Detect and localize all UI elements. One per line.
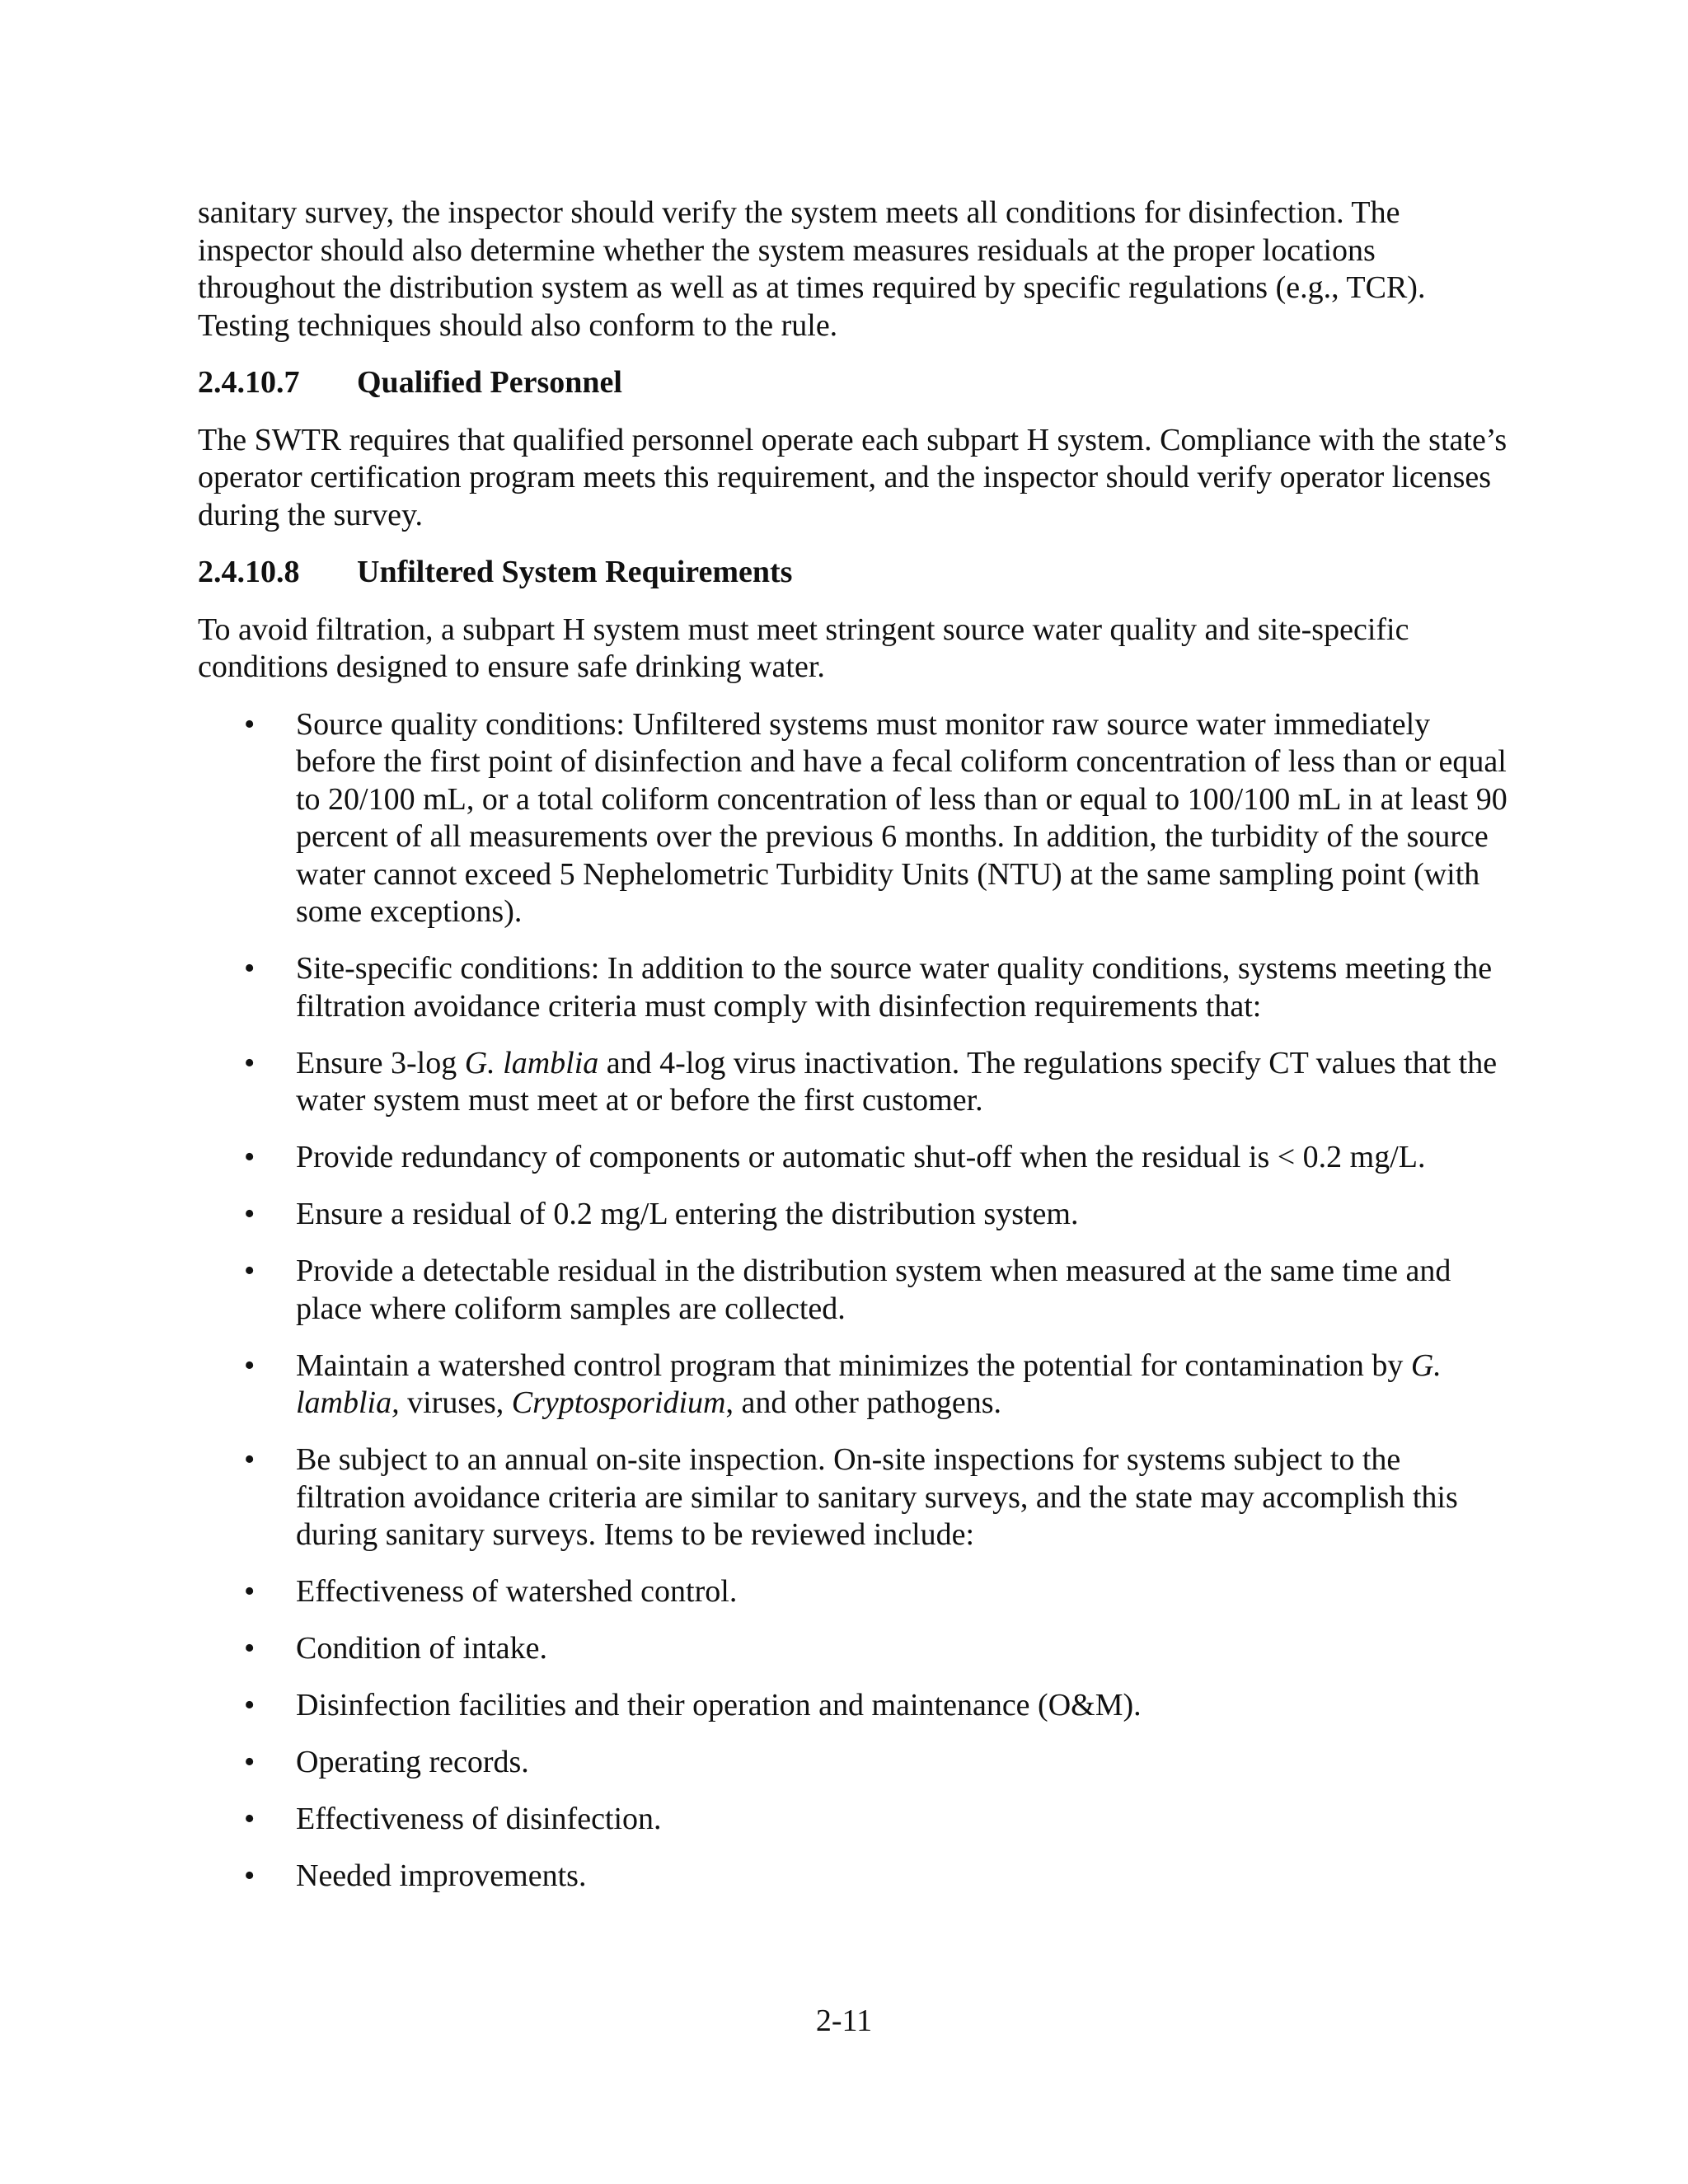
bullet-icon: •: [244, 1858, 256, 1893]
requirements-list: [198, 706, 1517, 1896]
section-heading-qualified-personnel: [198, 364, 1517, 402]
list-item: [198, 1253, 1517, 1328]
list-item-text: Needed improvements.: [296, 1858, 587, 1893]
unfiltered-requirements-paragraph: To avoid filtration, a subpart H system must meet stringent source water quality and site-specific conditions designed to ensure safe drinking water.: [198, 612, 1409, 684]
list-item: [198, 950, 1517, 1025]
list-item: [198, 1045, 1517, 1120]
section-heading-unfiltered-requirements: [198, 554, 1517, 592]
list-item: [198, 1573, 1517, 1611]
list-item-text: Be subject to an annual on-site inspection. On-site inspections for systems subject to the filtration avoidance criteria are similar to sanitary surveys, and the state may accomplish this during sanitary surveys. Items to be reviewed include:: [296, 1442, 1458, 1552]
list-item-text: Provide a detectable residual in the distribution system when measured at the same time and place where coliform samples are collected.: [296, 1254, 1451, 1326]
list-item: [198, 1347, 1517, 1422]
species-name: G. lamblia: [464, 1045, 599, 1080]
list-item-text: Operating records.: [296, 1745, 529, 1779]
list-item-text: Site-specific conditions: In addition to the source water quality conditions, systems meeting the filtration avoidance criteria must comply with disinfection requirements that:: [296, 951, 1493, 1024]
section-title: Unfiltered System Requirements: [357, 555, 793, 589]
list-item: [198, 1687, 1517, 1725]
list-item: [198, 1858, 1517, 1896]
species-name: G. lamblia,: [296, 1347, 1442, 1420]
bullet-icon: •: [244, 1254, 256, 1288]
list-item-text: Ensure a residual of 0.2 mg/L entering the distribution system.: [296, 1197, 1079, 1231]
document-page: [198, 194, 1517, 1915]
pathogen-name: Cryptosporidium: [511, 1385, 726, 1420]
list-item-text: Effectiveness of disinfection.: [296, 1802, 662, 1836]
list-item-text: Ensure 3-log G. lamblia and 4-log virus inactivation. The regulations specify CT values that the water system must meet at or before the first customer.: [296, 1045, 1498, 1118]
section-title: Qualified Personnel: [357, 365, 622, 400]
bullet-icon: •: [244, 1574, 256, 1609]
bullet-icon: •: [244, 706, 256, 742]
list-item-text: Condition of intake.: [296, 1631, 548, 1666]
list-item: [198, 706, 1517, 931]
qualified-personnel-paragraph: The SWTR requires that qualified personnel operate each subpart H system. Compliance with the state’s operator certification program meets this requirement, and the inspector should verify operator licenses during the survey.: [198, 422, 1507, 532]
bullet-icon: •: [244, 1688, 256, 1722]
bullet-icon: •: [244, 1745, 256, 1779]
list-item-text: Effectiveness of watershed control.: [296, 1574, 738, 1609]
list-item-text: Disinfection facilities and their operation and maintenance (O&M).: [296, 1688, 1142, 1722]
list-item: [198, 1441, 1517, 1554]
section-number: 2.4.10.8: [198, 555, 300, 589]
section-number: 2.4.10.7: [198, 365, 300, 400]
list-item: [198, 1744, 1517, 1782]
list-item-text: Provide redundancy of components or automatic shut-off when the residual is < 0.2 mg/L.: [296, 1140, 1426, 1174]
bullet-icon: •: [244, 1347, 256, 1383]
list-item: [198, 1630, 1517, 1668]
bullet-icon: •: [244, 951, 256, 986]
bullet-icon: •: [244, 1631, 256, 1666]
list-item-text: Maintain a watershed control program that minimizes the potential for contamination by G. lamblia, viruses, Cryptosporidium, and other pathogens.: [296, 1347, 1442, 1420]
list-item: [198, 1139, 1517, 1177]
bullet-icon: •: [244, 1442, 256, 1477]
bullet-icon: •: [244, 1045, 256, 1080]
bullet-icon: •: [244, 1802, 256, 1836]
list-item: [198, 1196, 1517, 1234]
list-item: [198, 1801, 1517, 1839]
bullet-icon: •: [244, 1140, 256, 1174]
list-item-text: Source quality conditions: Unfiltered systems must monitor raw source water immediately before the first point of disinfection and have a fecal coliform concentration of less than or equal to 20/100 mL, or a total coliform concentration of less than or equal to 100/100 mL in at least 90 percent of all measurements over the previous 6 months. In addition, the turbidity of the source water cannot exceed 5 Nephelometric Turbidity Units (NTU) at the same sampling point (with some exceptions).: [296, 706, 1507, 929]
bullet-icon: •: [244, 1197, 256, 1231]
page-number: 2-11: [815, 2004, 873, 2038]
intro-paragraph: sanitary survey, the inspector should verify the system meets all conditions for disinfection. The inspector should also determine whether the system measures residuals at the proper locations throughout the distribution system as well as at times required by specific regulations (e.g., TCR). Testing techniques should also conform to the rule.: [198, 195, 1426, 343]
